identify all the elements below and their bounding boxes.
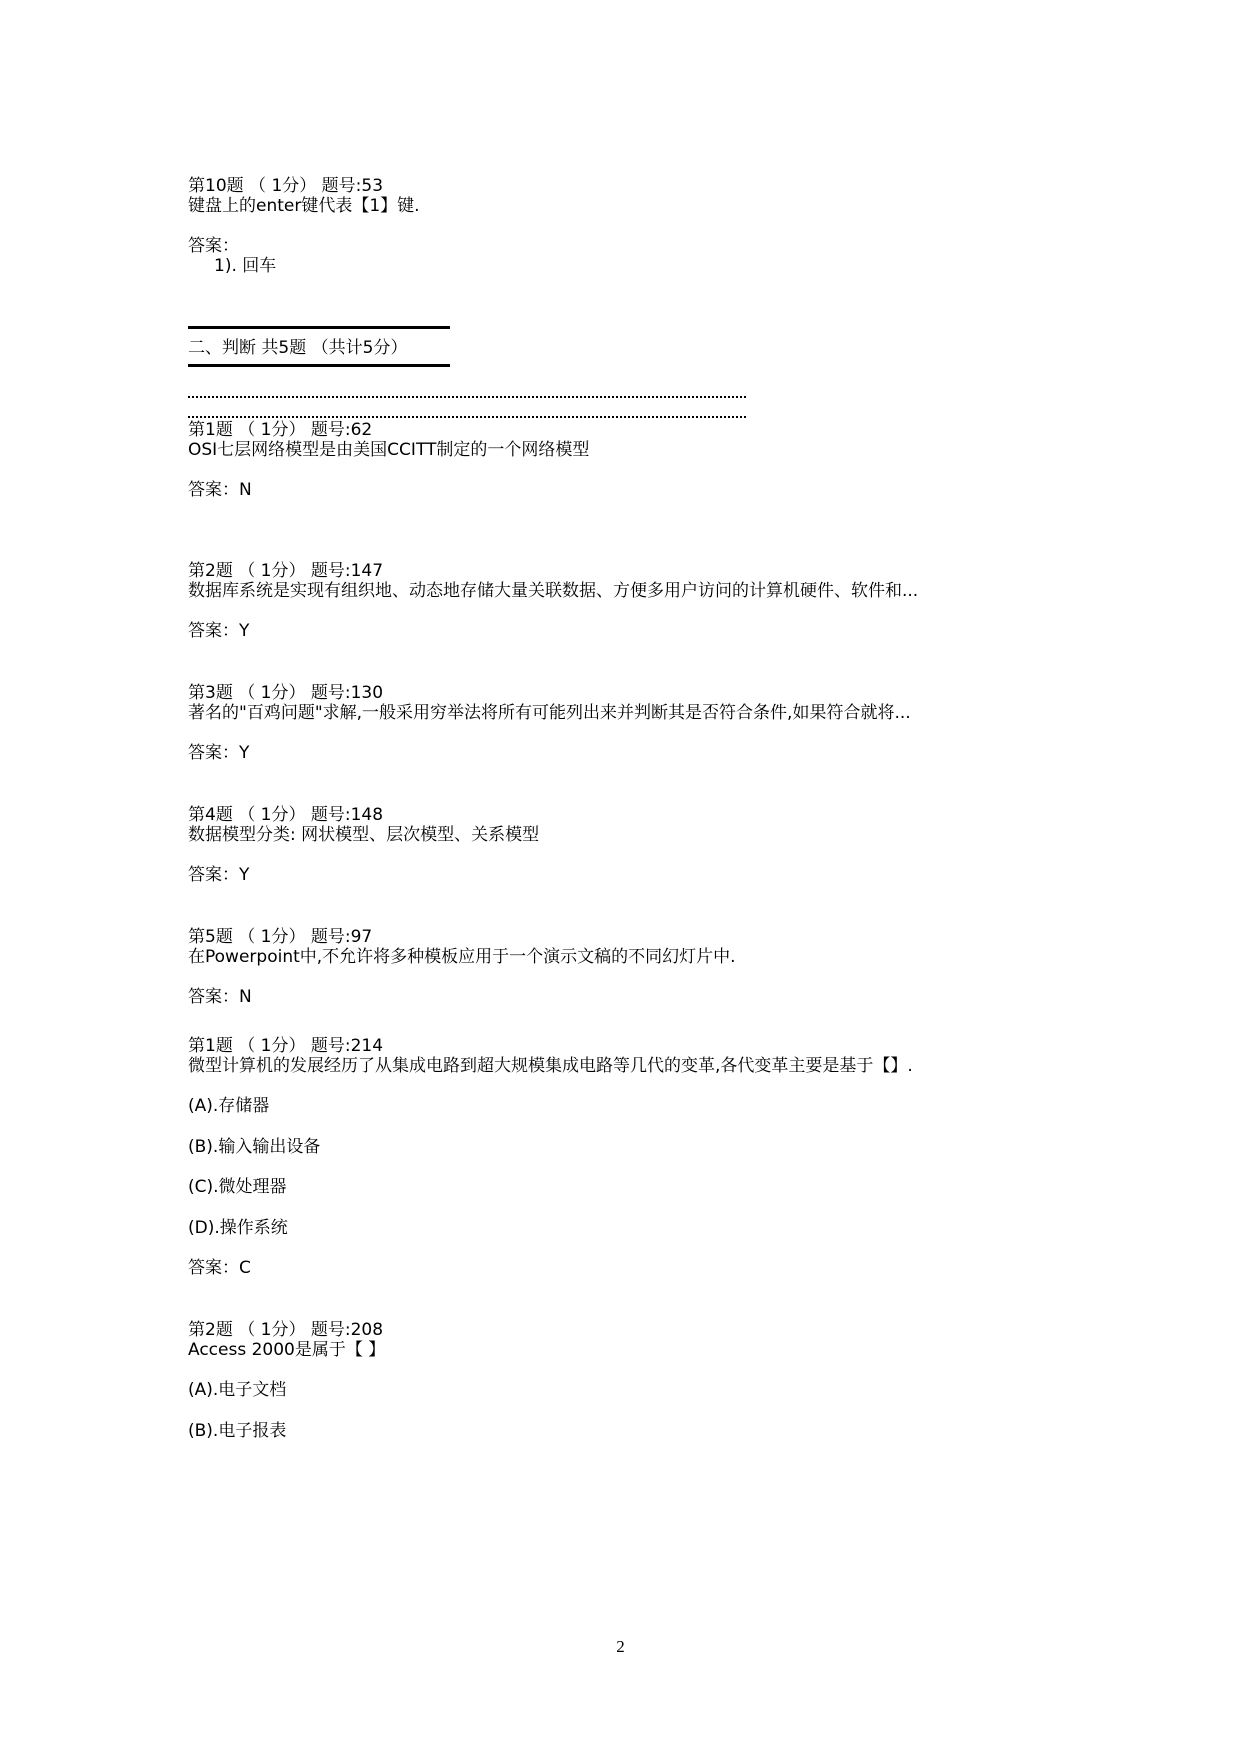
section-rule-bottom — [188, 364, 450, 367]
section-title: 二、判断 共5题 （共计5分） — [188, 338, 408, 358]
answer-item: 1). 回车 — [214, 256, 277, 276]
question-header: 第1题 （ 1分） 题号:214 — [188, 1036, 384, 1056]
question-header: 第10题 （ 1分） 题号:53 — [188, 176, 384, 196]
option-c: (C).微处理器 — [188, 1177, 287, 1197]
answer-label: 答案：Y — [188, 743, 250, 763]
option-a: (A).存储器 — [188, 1096, 270, 1116]
option-d: (D).操作系统 — [188, 1218, 288, 1238]
question-header: 第3题 （ 1分） 题号:130 — [188, 683, 384, 703]
question-text: 数据模型分类: 网状模型、层次模型、关系模型 — [188, 825, 540, 845]
question-text: 键盘上的enter键代表【1】键. — [188, 196, 420, 216]
answer-label: 答案： — [188, 236, 239, 256]
page-number: 2 — [616, 1637, 625, 1656]
option-a: (A).电子文档 — [188, 1380, 287, 1400]
answer-label: 答案：N — [188, 480, 252, 500]
question-header: 第2题 （ 1分） 题号:208 — [188, 1320, 384, 1340]
answer-label: 答案：C — [188, 1258, 251, 1278]
question-text: 在Powerpoint中,不允许将多种模板应用于一个演示文稿的不同幻灯片中. — [188, 947, 736, 967]
question-text: Access 2000是属于【 】 — [188, 1340, 386, 1360]
question-text: 微型计算机的发展经历了从集成电路到超大规模集成电路等几代的变革,各代变革主要是基于【】. — [188, 1056, 913, 1076]
question-header: 第5题 （ 1分） 题号:97 — [188, 927, 373, 947]
question-text: 著名的"百鸡问题"求解,一般采用穷举法将所有可能列出来并判断其是否符合条件,如果符合就将... — [188, 703, 911, 723]
answer-label: 答案：Y — [188, 621, 250, 641]
question-header: 第1题 （ 1分） 题号:62 — [188, 420, 373, 440]
option-b: (B).输入输出设备 — [188, 1137, 321, 1157]
question-header: 第2题 （ 1分） 题号:147 — [188, 561, 384, 581]
question-text: 数据库系统是实现有组织地、动态地存储大量关联数据、方便多用户访问的计算机硬件、软件和... — [188, 581, 919, 601]
answer-label: 答案：N — [188, 987, 252, 1007]
dotted-separator — [188, 416, 746, 418]
option-b: (B).电子报表 — [188, 1421, 287, 1441]
question-header: 第4题 （ 1分） 题号:148 — [188, 805, 384, 825]
dotted-separator — [188, 396, 746, 398]
answer-label: 答案：Y — [188, 865, 250, 885]
section-rule-top — [188, 326, 450, 329]
question-text: OSI七层网络模型是由美国CCITT制定的一个网络模型 — [188, 440, 590, 460]
